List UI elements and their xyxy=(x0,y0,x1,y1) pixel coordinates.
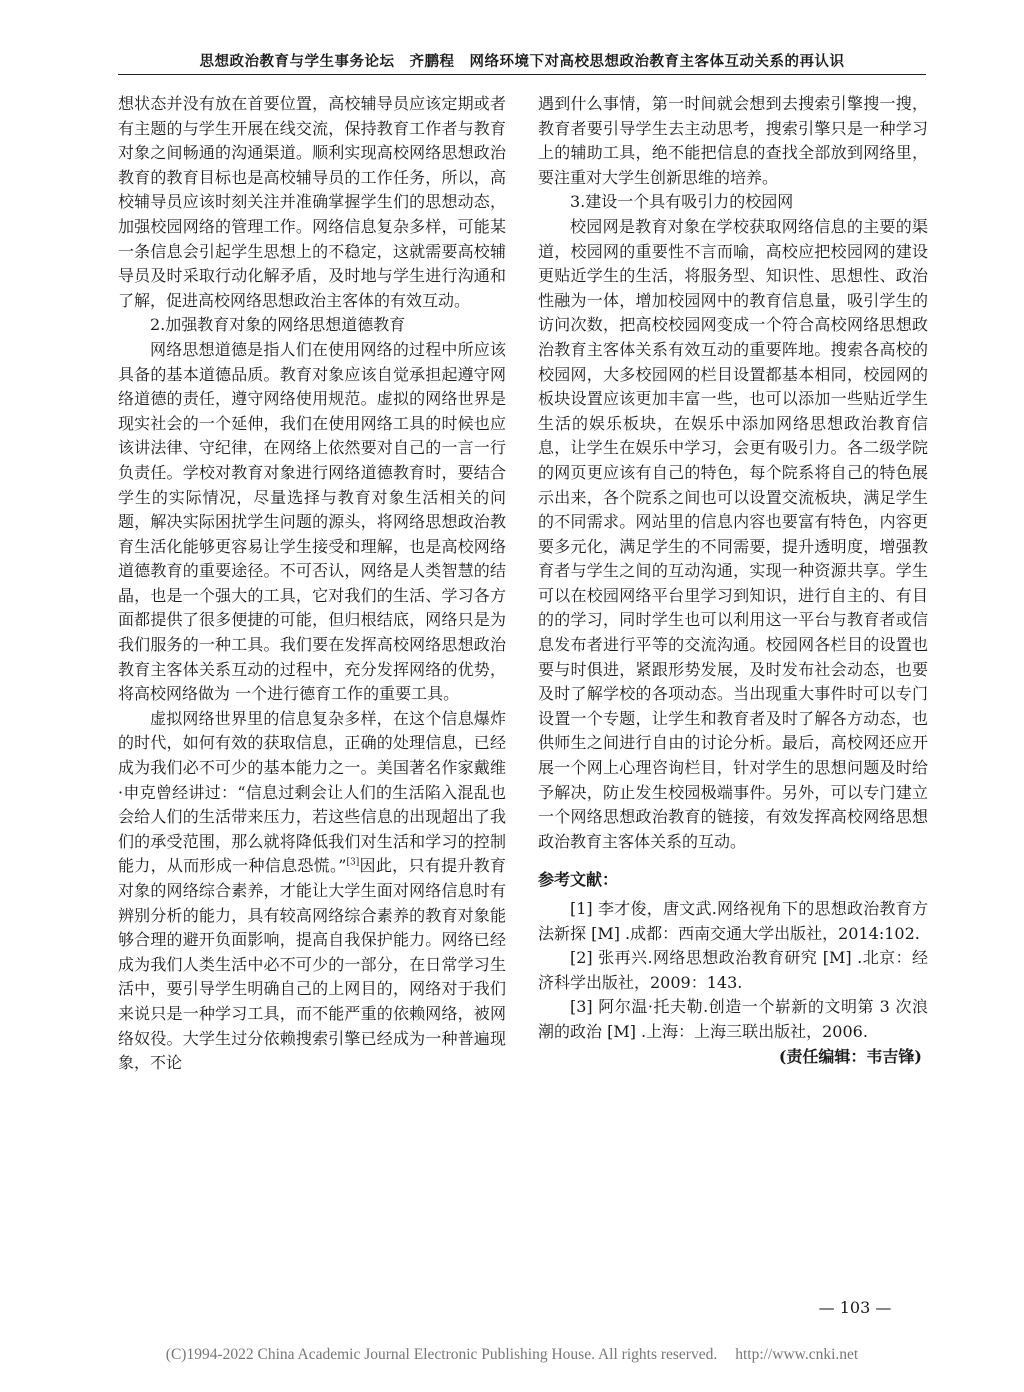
copyright-footer xyxy=(0,1346,1024,1364)
left-paragraph-3 xyxy=(118,707,506,1076)
responsible-editor: (责任编辑：韦吉锋) xyxy=(778,1046,922,1066)
right-column xyxy=(538,92,928,1069)
reference-item: [3] 阿尔温·托夫勒.创造一个崭新的文明第 3 次浪潮的政治 [M] .上海：上海三联出版社，2006. xyxy=(538,997,928,1041)
right-paragraph-1: 遇到什么事情，第一时间就会想到去搜索引擎搜一搜，教育者要引导学生去主动思考，搜索引擎只是一种学习上的辅助工具，绝不能把信息的查找全部放到网络里，要注重对大学生创新思维的培养。 xyxy=(538,94,928,187)
cnki-url: http://www.cnki.net xyxy=(735,1346,859,1363)
left-paragraph-3a: 虚拟网络世界里的信息复杂多样，在这个信息爆炸的时代，如何有效的获取信息，正确的处理信息，已经成为我们必不可少的基本能力之一。美国著名作家戴维·申克曾经讲过：“信息过剩会让人们的生活陷入混乱也会给人们的生活带来压力，若这些信息的出现超出了我们的承受范围，那么就将降低我们对生活和学习的控制能力，从而形成一种信息恐慌。” xyxy=(118,708,506,876)
left-paragraph-2: 网络思想道德是指人们在使用网络的过程中所应该具备的基本道德品质。教育对象应该自觉承担起遵守网络道德的责任，遵守网络使用规范。虚拟的网络世界是现实社会的一个延伸，我们在使用网络工具的时候也应该讲法律、守纪律，在网络上依然要对自己的一言一行负责任。学校对教育对象进行网络道德教育时，要结合学生的实际情况，尽量选择与教育对象生活相关的问题，解决实际困扰学生问题的源头，将网络思想政治教育生活化能够更容易让学生接受和理解，也是高校网络道德教育的重要途径。不可否认，网络是人类智慧的结晶，也是一个强大的工具，它对我们的生活、学习各方面都提供了很多便捷的可能，但归根结底，网络只是为我们服务的一种工具。我们要在发挥高校网络思想政治教育主客体关系互动的过程中，充分发挥网络的优势，将高校网络做为 一个进行德育工作的重要工具。 xyxy=(118,339,506,704)
running-header: 思想政治教育与学生事务论坛 齐鹏程 网络环境下对高校思想政治教育主客体互动关系的再认识 xyxy=(199,54,845,70)
section-heading-3: 3.建设一个具有吸引力的校园网 xyxy=(570,192,794,212)
left-column xyxy=(118,92,506,1076)
header-rule xyxy=(118,74,926,75)
left-paragraph-1: 想状态并没有放在首要位置，高校辅导员应该定期或者有主题的与学生开展在线交流，保持教育工作者与教育对象之间畅通的沟通渠道。顺利实现高校网络思想政治教育的教育目标也是高校辅导员的工作任务，所以，高校辅导员应该时刻关注并准确掌握学生们的思想动态，加强校园网络的管理工作。网络信息复杂多样，可能某一条信息会引起学生思想上的不稳定，这就需要高校辅导员及时采取行动化解矛盾，及时地与学生进行沟通和了解，促进高校网络思想政治主客体的有效互动。 xyxy=(118,94,506,310)
reference-item: [1] 李才俊，唐文武.网络视角下的思想政治教育方法新探 [M] .成都：西南交通大学出版社，2014:102. xyxy=(538,899,928,943)
right-paragraph-2: 校园网是教育对象在学校获取网络信息的主要的渠道，校园网的重要性不言而喻，高校应把校园网的建设更贴近学生的生活，将服务型、知识性、思想性、政治性融为一体，增加校园网中的教育信息量，吸引学生的访问次数，把高校校园网变成一个符合高校网络思想政治教育主客体关系有效互动的重要阵地。搜索各高校的校园网，大多校园网的栏目设置都基本相同，校园网的板块设置应该更加丰富一些，也可以添加一些贴近学生生活的娱乐板块，在娱乐中添加网络思想政治教育信息，让学生在娱乐中学习，会更有吸引力。各二级学院的网页更应该有自己的特色，每个院系将自己的特色展示出来，各个院系之间也可以设置交流板块，满足学生的不同需求。网站里的信息内容也要富有特色，内容更要多元化，满足学生的不同需要，提升透明度，增强教育者与学生之间的互动沟通，实现一种资源共享。学生可以在校园网络平台里学习到知识，进行自主的、有目的的学习，同时学生也可以利用这一平台与教育者或信息发布者进行平等的交流沟通。校园网各栏目的设置也要与时俱进，紧跟形势发展，及时发布社会动态，也要及时了解学校的各项动态。当出现重大事件时可以专门设置一个专题，让学生和教育者及时了解各方动态，也供师生之间进行自由的讨论分析。最后，高校网还应开展一个网上心理咨询栏目，针对学生的思想问题及时给予解决，防止发生校园极端事件。另外，可以专门建立一个网络思想政治教育的链接，有效发挥高校网络思想政治教育主客体关系的互动。 xyxy=(538,216,928,851)
copyright-text: (C)1994-2022 China Academic Journal Electronic Publishing House. All rights reserved. xyxy=(165,1346,718,1363)
page-number: — 103 — xyxy=(818,1298,892,1317)
reference-item: [2] 张再兴.网络思想政治教育研究 [M] .北京：经济科学出版社，2009：143. xyxy=(538,948,928,992)
references-title: 参考文献： xyxy=(538,870,619,890)
citation-superscript: [3] xyxy=(346,858,360,869)
section-heading-2: 2.加强教育对象的网络思想道德教育 xyxy=(150,315,406,335)
left-paragraph-3b: 因此，只有提升教育对象的网络综合素养，才能让大学生面对网络信息时有辨别分析的能力，具有较高网络综合素养的教育对象能够合理的避开负面影响，提高自我保护能力。网络已经成为我们人类生活中必不可少的一部分，在日常学习生活中，要引导学生明确自己的上网目的，网络对于我们来说只是一种学习工具，而不能严重的依赖网络，被网络奴役。大学生过分依赖搜索引擎已经成为一种普遍现象，不论 xyxy=(118,856,506,1073)
